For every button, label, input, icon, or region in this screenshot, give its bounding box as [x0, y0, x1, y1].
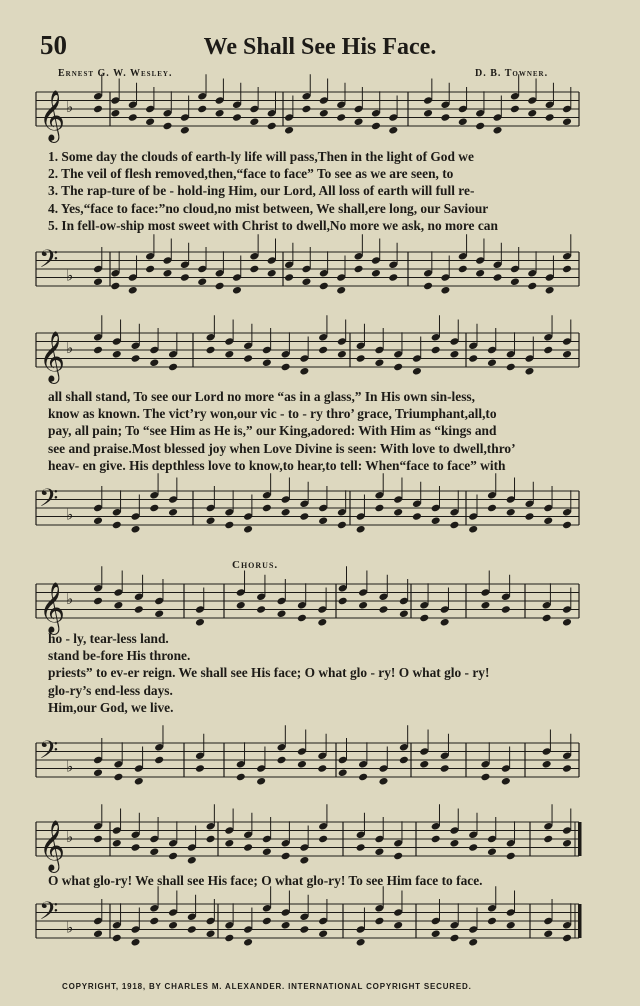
svg-text:𝄢: 𝄢	[39, 245, 59, 280]
bass-staff-4	[0, 886, 640, 960]
svg-text:𝄞: 𝄞	[39, 90, 66, 141]
svg-text:♭: ♭	[66, 828, 74, 846]
svg-text:𝄢: 𝄢	[39, 736, 59, 771]
lyric-line: 2. The veil of flesh removed,then,“face to face” To see as we are seen, to	[48, 166, 454, 182]
lyric-line: pay, all pain; To “see Him as He is,” our King,adored: With Him as “kings and	[48, 423, 497, 439]
lyric-line: 3. The rap-ture of be - hold-ing Him, our Lord, All loss of earth will full re-	[48, 183, 475, 199]
svg-text:𝄞: 𝄞	[39, 820, 66, 871]
hymn-number: 50	[40, 30, 67, 60]
bass-staff-1	[0, 234, 640, 308]
lyric-line: priests” to ev-er reign. We shall see His face; O what glo - ry! O what glo - ry!	[48, 665, 490, 681]
svg-text:𝄞: 𝄞	[39, 582, 66, 633]
lyric-line: know as known. The vict’ry won,our vic - to - ry thro’ grace, Triumphant,all,to	[48, 406, 497, 422]
lyric-line: ho - ly, tear-less land.	[48, 631, 169, 646]
lyric-line: all shall stand, To see our Lord no more “as in a glass,” In His own sin-less,	[48, 389, 475, 404]
lyrics-system-2	[48, 388, 583, 474]
lyric-line: O what glo-ry! We shall see His face; O what glo-ry! To see Him face to face.	[48, 873, 483, 888]
treble-staff-3	[0, 566, 640, 640]
treble-staff-1	[0, 74, 640, 148]
lyric-line: Him,our God, we live.	[48, 699, 174, 715]
lyric-line: glo-ry’s end-less days.	[48, 682, 173, 698]
hymn-title: We Shall See His Face.	[203, 34, 437, 60]
author-credit: Ernest G. W. Wesley.	[58, 68, 173, 79]
copyright-notice: COPYRIGHT, 1918, BY CHARLES M. ALEXANDER. INTERNATIONAL COPYRIGHT SECURED.	[62, 982, 472, 991]
svg-text:♭: ♭	[66, 339, 74, 357]
chorus-label: Chorus.	[232, 559, 279, 571]
lyrics-system-1	[48, 148, 583, 234]
lyrics-system-3	[48, 630, 583, 716]
lyric-line: 5. In fell-ow-ship most sweet with Christ to dwell,No more we ask, no more can	[48, 217, 498, 233]
lyric-line: 4. Yes,“face to face:”no cloud,no mist between, We shall,ere long, our Saviour	[48, 200, 489, 216]
svg-text:♭: ♭	[66, 505, 74, 524]
svg-text:𝄢: 𝄢	[39, 484, 59, 519]
svg-text:♭: ♭	[66, 918, 74, 937]
svg-text:𝄞: 𝄞	[39, 331, 66, 382]
treble-staff-2	[0, 315, 640, 389]
bass-staff-3	[0, 725, 640, 799]
svg-text:𝄢: 𝄢	[39, 897, 59, 932]
bass-staff-2	[0, 473, 640, 547]
lyric-line: see and praise.Most blessed joy when Love Divine is seen: With love to dwell,thro’	[48, 440, 516, 456]
svg-text:♭: ♭	[66, 98, 74, 116]
svg-text:♭: ♭	[66, 266, 74, 285]
composer-credit: D. B. Towner.	[475, 68, 549, 79]
lyric-line: stand be-fore His throne.	[48, 648, 191, 664]
svg-text:♭: ♭	[66, 590, 74, 608]
svg-text:♭: ♭	[66, 757, 74, 776]
lyric-line: heav- en give. His depthless love to know,to hear,to tell: When“face to face” with	[48, 457, 506, 473]
treble-staff-4	[0, 804, 640, 878]
lyric-line: 1. Some day the clouds of earth-ly life will pass,Then in the light of God we	[48, 149, 474, 164]
